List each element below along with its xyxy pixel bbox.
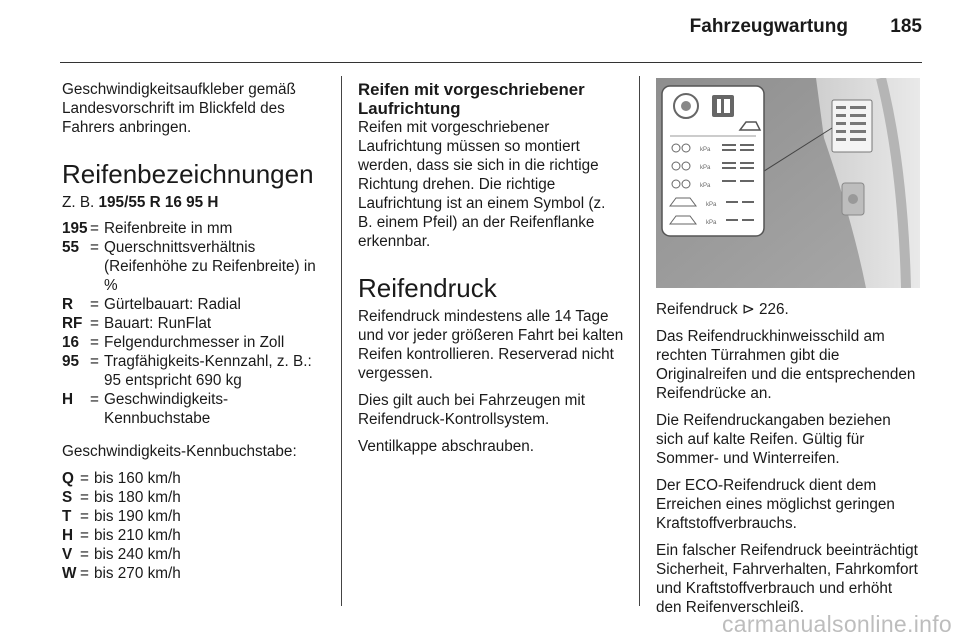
column-divider bbox=[341, 76, 342, 606]
column-divider bbox=[639, 76, 640, 606]
pressure-text-1: Reifendruck mindestens alle 14 Tage und vor jeder größeren Fahrt bei kalten Reifen kontrollieren. Reserverad nicht vergessen. bbox=[358, 308, 624, 382]
example-line bbox=[62, 193, 324, 212]
definition-value: Felgendurchmesser in Zoll bbox=[104, 334, 285, 351]
label-location-text: Das Reifendruckhinweisschild am rechten Türrahmen gibt die Originalreifen und die entsprechenden Reifendrücke an. bbox=[656, 328, 916, 402]
designation-list bbox=[62, 219, 324, 428]
definition-row bbox=[62, 352, 324, 390]
definition-value: Querschnittsverhältnis (Reifenhöhe zu Reifenbreite) in % bbox=[104, 239, 316, 294]
subheading-direction: Reifen mit vorgeschriebener Laufrichtung bbox=[358, 80, 585, 118]
definition-value: bis 160 km/h bbox=[94, 470, 181, 487]
definition-value: bis 180 km/h bbox=[94, 489, 181, 506]
column-1 bbox=[62, 80, 324, 583]
definition-value: Geschwindigkeits-Kennbuchstabe bbox=[104, 391, 229, 427]
equals-sign: = bbox=[90, 296, 99, 313]
equals-sign: = bbox=[80, 489, 89, 506]
definition-key: S bbox=[62, 489, 73, 506]
definition-key: H bbox=[62, 527, 74, 544]
speed-list bbox=[62, 469, 324, 583]
equals-sign: = bbox=[90, 391, 99, 408]
svg-text:kPa: kPa bbox=[700, 183, 711, 189]
column-2 bbox=[358, 80, 624, 464]
definition-key: R bbox=[62, 296, 74, 313]
svg-text:kPa: kPa bbox=[700, 165, 711, 171]
equals-sign: = bbox=[90, 353, 99, 370]
definition-value: bis 210 km/h bbox=[94, 527, 181, 544]
definition-row bbox=[62, 333, 324, 352]
definition-row bbox=[62, 564, 324, 583]
wrong-pressure-text: Ein falscher Reifendruck beeinträchtigt Sicherheit, Fahrverhalten, Fahrkomfort und Kraftstoffverbrauch und erhöht den Reifenverschleiß. bbox=[656, 542, 918, 616]
intro-text: Geschwindigkeitsaufkleber gemäß Landesvorschrift im Blickfeld des Fahrers anbringen. bbox=[62, 81, 296, 136]
definition-row bbox=[62, 238, 324, 295]
definition-key: RF bbox=[62, 315, 83, 332]
eco-pressure-text: Der ECO-Reifendruck dient dem Erreichen eines möglichst geringen Kraftstoffverbrauchs. bbox=[656, 477, 895, 532]
equals-sign: = bbox=[80, 508, 89, 525]
svg-text:kPa: kPa bbox=[700, 147, 711, 153]
equals-sign: = bbox=[90, 220, 99, 237]
definition-row bbox=[62, 526, 324, 545]
definition-row bbox=[62, 314, 324, 333]
definition-value: Bauart: RunFlat bbox=[104, 315, 212, 332]
column-3 bbox=[656, 300, 920, 625]
definition-key: Q bbox=[62, 470, 74, 487]
equals-sign: = bbox=[80, 565, 89, 582]
definition-key: H bbox=[62, 391, 74, 408]
equals-sign: = bbox=[90, 239, 99, 256]
pressure-reference: Reifendruck ⊳ 226. bbox=[656, 301, 789, 318]
equals-sign: = bbox=[80, 470, 89, 487]
definition-key: T bbox=[62, 508, 72, 525]
cold-tire-text: Die Reifendruckangaben beziehen sich auf kalte Reifen. Gültig für Sommer- und Winterreifen. bbox=[656, 412, 891, 467]
svg-text:kPa: kPa bbox=[706, 202, 717, 208]
svg-text:kPa: kPa bbox=[706, 220, 717, 226]
definition-value: bis 190 km/h bbox=[94, 508, 181, 525]
definition-row bbox=[62, 295, 324, 314]
definition-value: Gürtelbauart: Radial bbox=[104, 296, 241, 313]
definition-key: 195 bbox=[62, 220, 88, 237]
definition-row bbox=[62, 469, 324, 488]
definition-key: V bbox=[62, 546, 73, 563]
watermark: carmanualsonline.info bbox=[721, 611, 952, 637]
example-code: 195/55 R 16 95 H bbox=[98, 194, 219, 211]
definition-value: bis 240 km/h bbox=[94, 546, 181, 563]
pressure-text-3: Ventilkappe abschrauben. bbox=[358, 438, 535, 455]
definition-value: Tragfähigkeits-Kennzahl, z. B.: 95 entspricht 690 kg bbox=[104, 353, 312, 389]
definition-row bbox=[62, 545, 324, 564]
section-heading-tire-designation: Reifenbezeichnungen bbox=[62, 159, 314, 189]
section-heading-pressure: Reifendruck bbox=[358, 273, 497, 303]
door-frame-image bbox=[656, 78, 920, 288]
page-number: 185 bbox=[890, 16, 922, 37]
definition-key: 55 bbox=[62, 239, 80, 256]
chapter-title: Fahrzeugwartung bbox=[689, 16, 848, 37]
equals-sign: = bbox=[80, 546, 89, 563]
definition-row bbox=[62, 488, 324, 507]
definition-row bbox=[62, 507, 324, 526]
definition-key: W bbox=[62, 565, 77, 582]
direction-text: Reifen mit vorgeschriebener Laufrichtung müssen so montiert werden, dass sie sich in die richtige Richtung drehen. Die richtige Laufrichtung ist an einem Symbol (z. B. einem Pfeil) an der Reifenflanke erkennbar. bbox=[358, 119, 606, 250]
equals-sign: = bbox=[90, 334, 99, 351]
definition-row bbox=[62, 390, 324, 428]
tire-pressure-label-illustration bbox=[656, 78, 920, 288]
equals-sign: = bbox=[80, 527, 89, 544]
page-header bbox=[60, 0, 922, 63]
speed-heading: Geschwindigkeits-Kennbuchstabe: bbox=[62, 443, 297, 460]
pressure-text-2: Dies gilt auch bei Fahrzeugen mit Reifendruck-Kontrollsystem. bbox=[358, 392, 586, 428]
definition-value: Reifenbreite in mm bbox=[104, 220, 233, 237]
example-prefix: Z. B. bbox=[62, 194, 95, 211]
equals-sign: = bbox=[90, 315, 99, 332]
definition-value: bis 270 km/h bbox=[94, 565, 181, 582]
definition-key: 95 bbox=[62, 353, 80, 370]
definition-row bbox=[62, 219, 324, 238]
definition-key: 16 bbox=[62, 334, 80, 351]
